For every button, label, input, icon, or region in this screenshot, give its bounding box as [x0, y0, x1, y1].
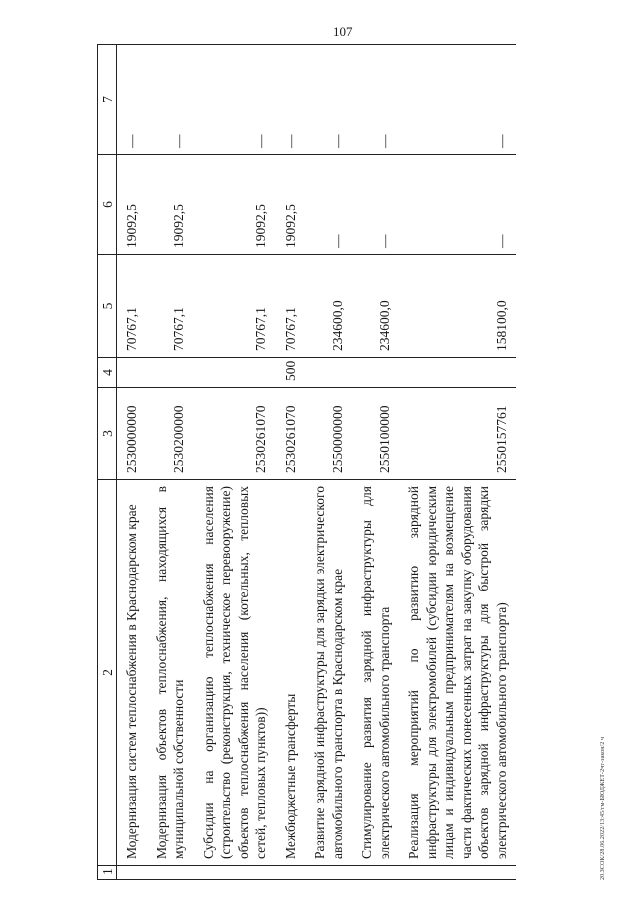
header-cell: 6	[98, 155, 117, 255]
row-value-7: —	[276, 45, 306, 155]
row-value-5: 70767,1	[276, 255, 306, 358]
row-type	[194, 358, 276, 388]
table-row	[117, 45, 147, 880]
row-value-5: 234600,0	[352, 255, 399, 358]
row-value-7: —	[147, 45, 194, 155]
header-cell: 2	[98, 480, 117, 866]
table-row	[276, 45, 306, 880]
row-value-5: 234600,0	[305, 255, 352, 358]
row-type: 500	[276, 358, 306, 388]
header-cell: 3	[98, 388, 117, 480]
row-name: Межбюджетные трансферты	[276, 480, 306, 866]
rotated-table-container	[97, 45, 572, 880]
row-code: 2530261070	[276, 388, 306, 480]
row-code: 2530200000	[147, 388, 194, 480]
row-code: 2530261070	[194, 388, 276, 480]
row-value-6: —	[399, 155, 516, 255]
row-type	[352, 358, 399, 388]
row-value-7: —	[399, 45, 516, 155]
row-value-6: 19092,5	[147, 155, 194, 255]
row-type	[147, 358, 194, 388]
header-cell: 1	[98, 866, 117, 880]
row-value-7: —	[117, 45, 147, 155]
row-value-6: —	[352, 155, 399, 255]
row-value-5: 70767,1	[117, 255, 147, 358]
header-cell: 7	[98, 45, 117, 155]
side-note: 20.ЗСОК/28.06.2022/13:45/гм-БЮДЖЕТ-2чт-закон/2 ч	[600, 736, 606, 880]
row-value-6: —	[305, 155, 352, 255]
budget-table	[97, 44, 516, 880]
row-code: 2550000000	[305, 388, 352, 480]
table-row	[194, 45, 276, 880]
row-name: Развитие зарядной инфраструктуры для зарядки электрического автомобильного транспорта в Краснодарском крае	[305, 480, 352, 866]
row-name: Стимулирование развития зарядной инфраструктуры для электрического автомобильного транспорта	[352, 480, 399, 866]
row-code: 2530000000	[117, 388, 147, 480]
table-row	[352, 45, 399, 880]
table-row	[147, 45, 194, 880]
row-code: 2550100000	[352, 388, 399, 480]
row-value-6: 19092,5	[117, 155, 147, 255]
row-name: Модернизация систем теплоснабжения в Краснодарском крае	[117, 480, 147, 866]
row-code: 2550157761	[399, 388, 516, 480]
row-type	[399, 358, 516, 388]
table-row	[399, 45, 516, 880]
row-name: Реализация мероприятий по развитию зарядной инфраструктуры для электромобилей (субсидии юридическим лицам и индивидуальным предпринимателям на возмещение части фактических понесенных затрат на закупку оборудования объектов зарядной инфраструктуры для быстрой зарядки электрического автомобильного транспорта)	[399, 480, 516, 866]
row-type	[305, 358, 352, 388]
row-name: Субсидии на организацию теплоснабжения населения (строительство (реконструкция, техническое перевооружение) объектов теплоснабжения населения (котельных, тепловых сетей, тепловых пунктов))	[194, 480, 276, 866]
table-header-row	[98, 45, 117, 880]
row-name: Модернизация объектов теплоснабжения, находящихся в муниципальной собственности	[147, 480, 194, 866]
header-cell: 5	[98, 255, 117, 358]
row-value-6: 19092,5	[194, 155, 276, 255]
table-row	[305, 45, 352, 880]
row-value-6: 19092,5	[276, 155, 306, 255]
row-value-7: —	[194, 45, 276, 155]
row-type	[117, 358, 147, 388]
row-value-5: 158100,0	[399, 255, 516, 358]
page-number: 107	[333, 24, 353, 39]
row-value-7: —	[305, 45, 352, 155]
row-value-7: —	[352, 45, 399, 155]
header-cell: 4	[98, 358, 117, 388]
row-value-5: 70767,1	[194, 255, 276, 358]
row-value-5: 70767,1	[147, 255, 194, 358]
